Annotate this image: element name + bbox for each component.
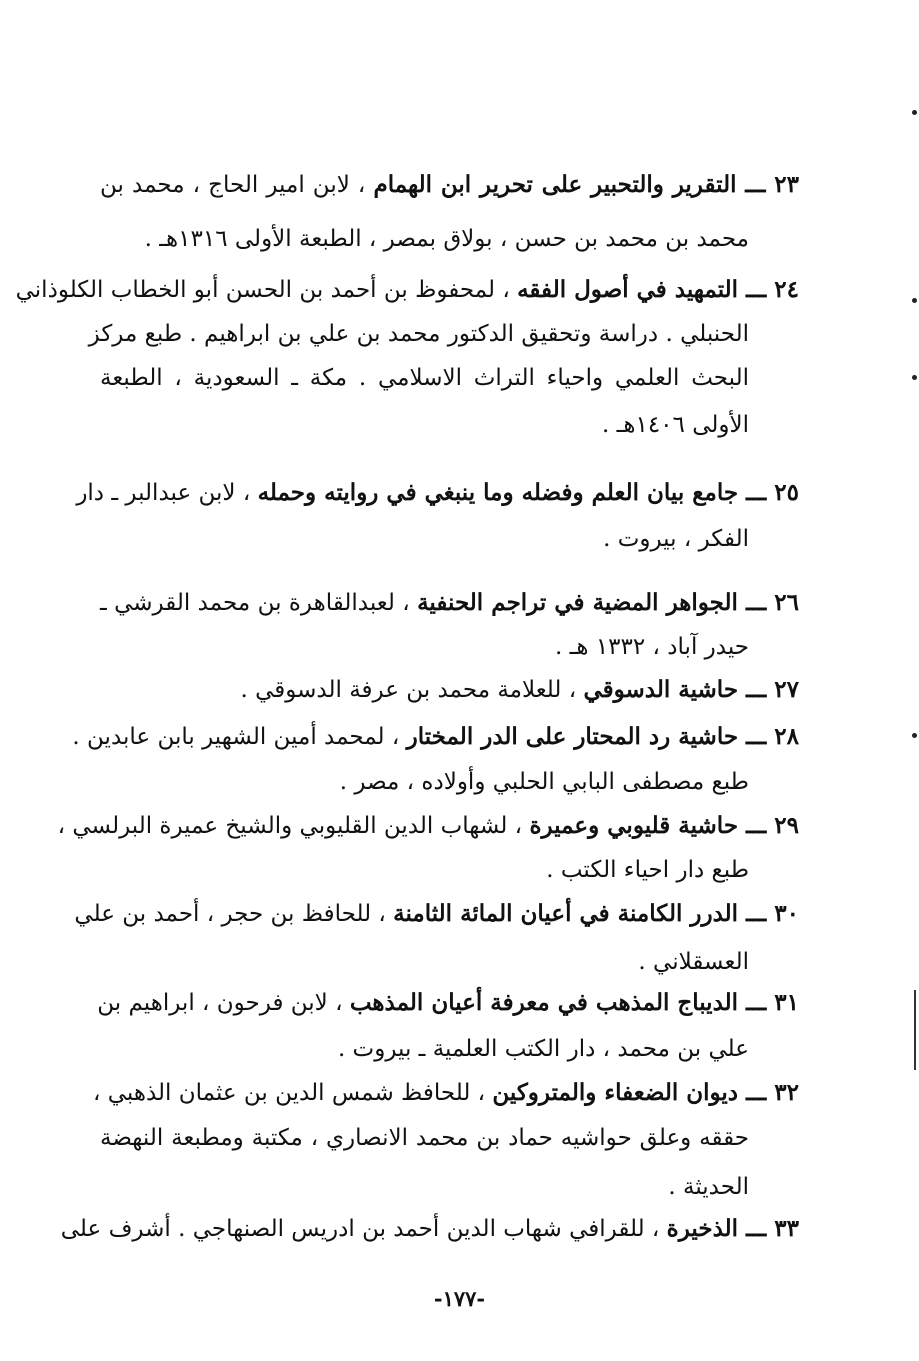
entry-text: ، لابن امير الحاج ، محمد بن bbox=[100, 172, 366, 198]
scan-artifact bbox=[912, 733, 917, 738]
scan-artifact bbox=[912, 375, 917, 380]
entry-title: التقرير والتحبير على تحرير ابن الهمام bbox=[373, 171, 737, 198]
entry-number: ٣٠ bbox=[774, 900, 799, 927]
entry-continuation: حيدر آباد ، ١٣٣٢ هـ . bbox=[555, 634, 749, 660]
scan-artifact bbox=[912, 298, 917, 303]
entry-number: ٢٩ bbox=[774, 812, 799, 839]
entry-text: ، لمحمد أمين الشهير بابن عابدين . bbox=[72, 724, 400, 750]
entry-number: ٢٤ bbox=[774, 276, 799, 303]
entry-text: ، لعبدالقاهرة بن محمد القرشي ـ bbox=[100, 590, 410, 616]
entry-number: ٢٥ bbox=[774, 479, 799, 506]
entry-title: حاشية قليوبي وعميرة bbox=[529, 812, 739, 839]
entry-text: ، للحافظ شمس الدين بن عثمان الذهبي ، bbox=[93, 1080, 486, 1106]
entry-number: ٢٦ bbox=[774, 589, 800, 616]
entry-title: الدرر الكامنة في أعيان المائة الثامنة bbox=[393, 900, 739, 927]
entry-first-line: ٢٦ ـــ الجواهر المضية في تراجم الحنفية ، لعبدالقاهرة بن محمد القرشي ـ bbox=[100, 589, 800, 616]
entry-first-line: ٣١ ـــ الديباج المذهب في معرفة أعيان المذهب ، لابن فرحون ، ابراهيم بن bbox=[97, 989, 799, 1016]
entry-title: حاشية رد المحتار على الدر المختار bbox=[406, 723, 739, 750]
entry-first-line: ٢٣ ـــ التقرير والتحبير على تحرير ابن الهمام ، لابن امير الحاج ، محمد بن bbox=[100, 171, 799, 198]
entry-continuation: حققه وعلق حواشيه حماد بن محمد الانصاري ، مكتبة ومطبعة النهضة bbox=[100, 1125, 749, 1151]
entry-text: ، لابن فرحون ، ابراهيم بن bbox=[97, 990, 343, 1016]
entry-number: ٣١ bbox=[774, 989, 799, 1016]
entry-text: ، لابن عبدالبر ـ دار bbox=[76, 480, 251, 506]
entry-first-line: ٢٧ ـــ حاشية الدسوقي ، للعلامة محمد بن عرفة الدسوقي . bbox=[240, 676, 799, 703]
entry-continuation: طبع دار احياء الكتب . bbox=[546, 857, 749, 883]
entry-title: التمهيد في أصول الفقه bbox=[517, 276, 739, 303]
entry-title: الجواهر المضية في تراجم الحنفية bbox=[417, 589, 738, 616]
entry-title: الديباج المذهب في معرفة أعيان المذهب bbox=[349, 989, 739, 1016]
entry-first-line: ٢٤ ـــ التمهيد في أصول الفقه ، لمحفوظ بن أحمد بن الحسن أبو الخطاب الكلوذاني bbox=[15, 276, 799, 303]
entry-title: ديوان الضعفاء والمتروكين bbox=[492, 1079, 739, 1106]
entry-first-line: ٢٩ ـــ حاشية قليوبي وعميرة ، لشهاب الدين القليوبي والشيخ عميرة البرلسي ، bbox=[57, 812, 799, 839]
entry-first-line: ٣٣ ـــ الذخيرة ، للقرافي شهاب الدين أحمد بن ادريس الصنهاجي . أشرف على bbox=[60, 1215, 799, 1242]
entry-first-line: ٣٢ ـــ ديوان الضعفاء والمتروكين ، للحافظ شمس الدين بن عثمان الذهبي ، bbox=[93, 1079, 799, 1106]
entry-text: ، للقرافي شهاب الدين أحمد بن ادريس الصنهاجي . أشرف على bbox=[60, 1216, 660, 1242]
entry-continuation: العسقلاني . bbox=[638, 949, 749, 975]
entry-continuation: الحديثة . bbox=[668, 1174, 749, 1200]
entry-continuation: البحث العلمي واحياء التراث الاسلامي . مكة ـ السعودية ، الطبعة bbox=[100, 365, 749, 391]
entry-number: ٢٧ bbox=[774, 676, 799, 703]
entry-continuation: الأولى ١٤٠٦هـ . bbox=[601, 412, 749, 438]
entry-text: ، للعلامة محمد بن عرفة الدسوقي . bbox=[240, 677, 577, 703]
entry-title: الذخيرة bbox=[666, 1215, 739, 1242]
entry-first-line: ٢٨ ـــ حاشية رد المحتار على الدر المختار ، لمحمد أمين الشهير بابن عابدين . bbox=[72, 723, 799, 750]
entry-first-line: ٢٥ ـــ جامع بيان العلم وفضله وما ينبغي في روايته وحمله ، لابن عبدالبر ـ دار bbox=[76, 479, 799, 506]
entry-number: ٣٣ bbox=[774, 1215, 799, 1242]
entry-continuation: علي بن محمد ، دار الكتب العلمية ـ بيروت . bbox=[337, 1036, 749, 1062]
entry-continuation: محمد بن محمد بن حسن ، بولاق بمصر ، الطبعة الأولى ١٣١٦هـ . bbox=[144, 226, 749, 252]
entry-first-line: ٣٠ ـــ الدرر الكامنة في أعيان المائة الثامنة ، للحافظ بن حجر ، أحمد بن علي bbox=[74, 900, 799, 927]
entry-text: ، لشهاب الدين القليوبي والشيخ عميرة البرلسي ، bbox=[57, 813, 523, 839]
entry-number: ٢٨ bbox=[774, 723, 799, 750]
entry-continuation: الحنبلي . دراسة وتحقيق الدكتور محمد بن علي بن ابراهيم . طبع مركز bbox=[88, 321, 749, 347]
scan-artifact bbox=[914, 990, 916, 1070]
entry-title: جامع بيان العلم وفضله وما ينبغي في روايته وحمله bbox=[257, 479, 739, 506]
entry-text: ، للحافظ بن حجر ، أحمد بن علي bbox=[74, 901, 386, 927]
entry-number: ٣٢ bbox=[774, 1079, 799, 1106]
entry-continuation: طبع مصطفى البابي الحلبي وأولاده ، مصر . bbox=[339, 769, 749, 795]
entry-continuation: الفكر ، بيروت . bbox=[603, 526, 749, 552]
entry-number: ٢٣ bbox=[774, 171, 799, 198]
entry-text: ، لمحفوظ بن أحمد بن الحسن أبو الخطاب الكلوذاني bbox=[15, 277, 510, 303]
page-number: -١٧٧- bbox=[433, 1286, 486, 1311]
entry-title: حاشية الدسوقي bbox=[583, 676, 739, 703]
scan-artifact bbox=[912, 110, 917, 115]
